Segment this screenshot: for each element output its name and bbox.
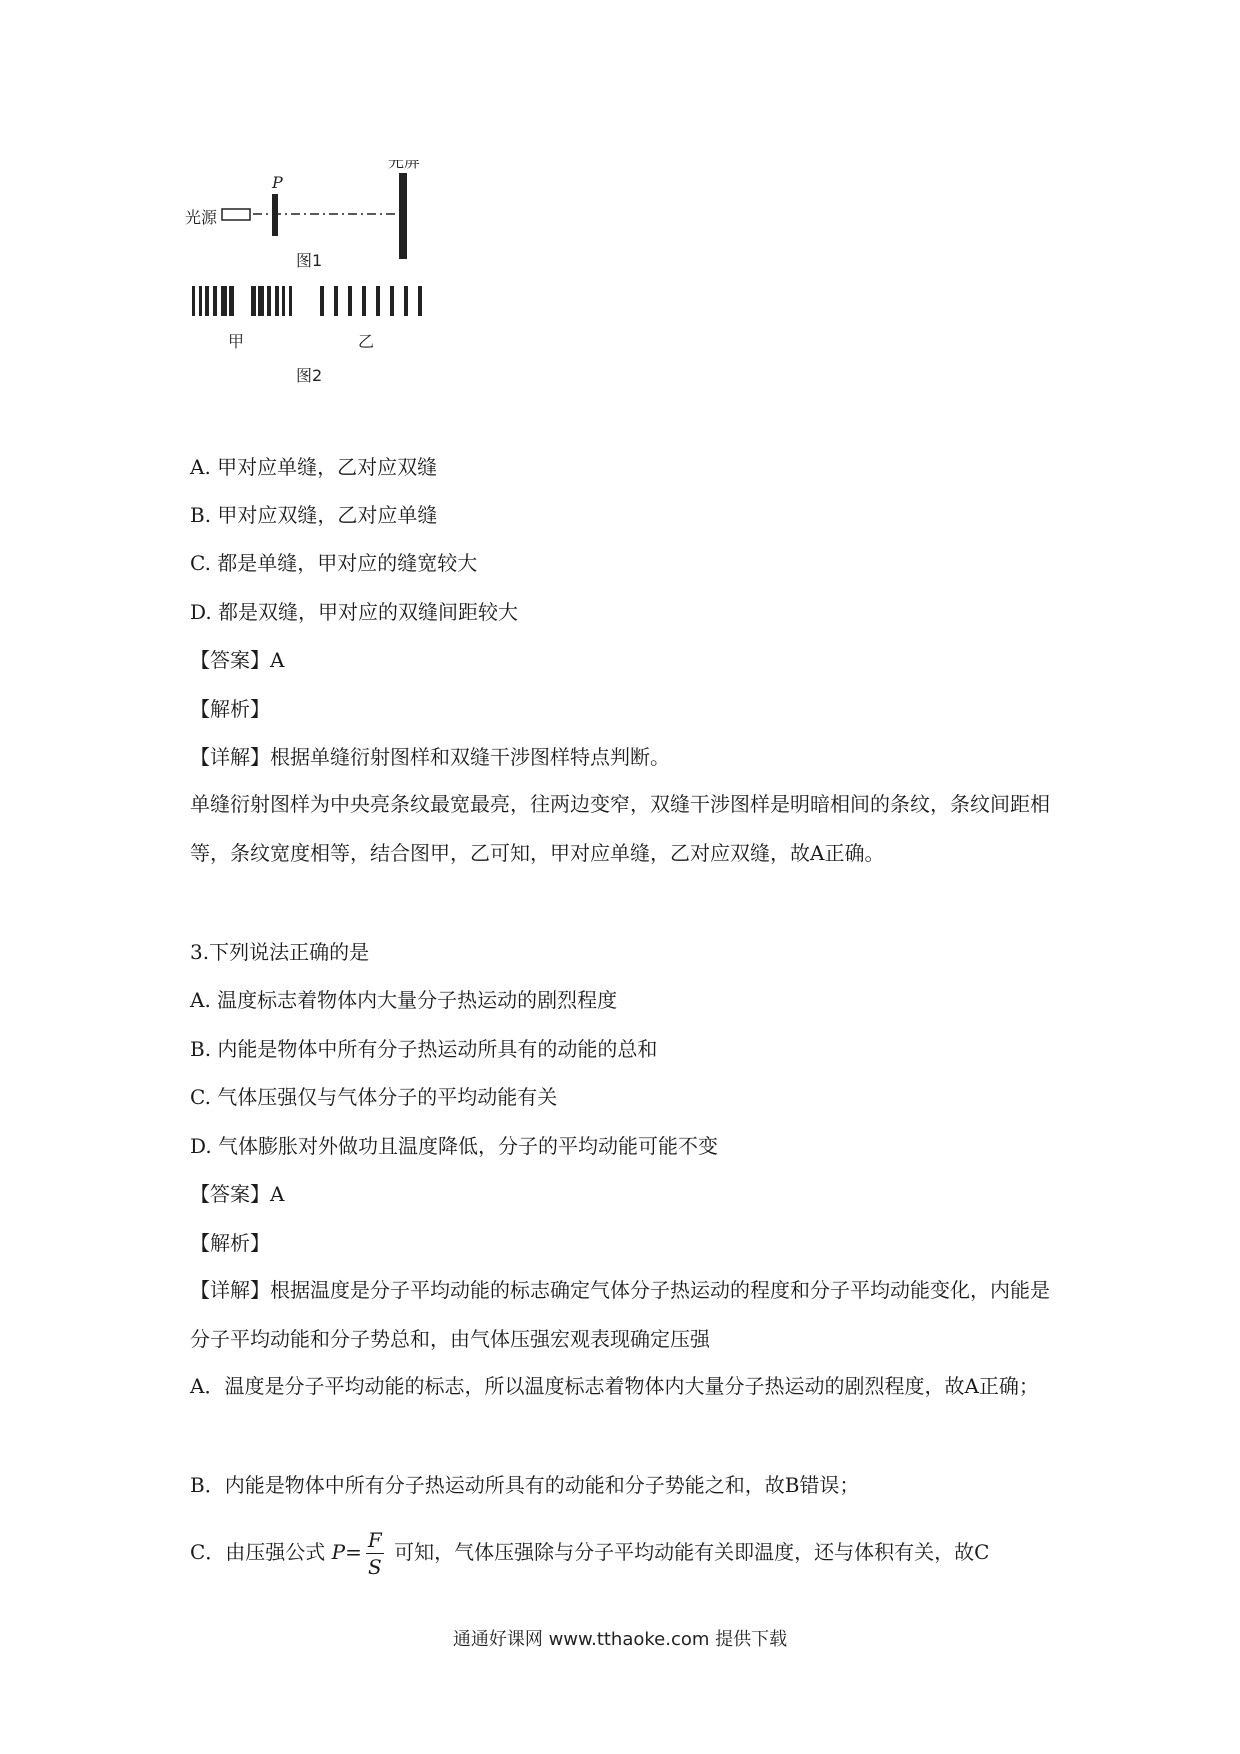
q2-analysis-heading: 【解析】 [190, 697, 270, 721]
figure2-caption: 图2 [296, 366, 323, 385]
q3-explain-c-suffix: 可知，气体压强除与分子平均动能有关即温度，还与体积有关，故C [394, 1540, 990, 1564]
fraction-denominator: S [368, 1555, 382, 1579]
slit-plate-p [272, 194, 278, 236]
pattern-yi [320, 286, 422, 316]
q3-stem: 3.下列说法正确的是 [190, 940, 370, 964]
q3-analysis-heading: 【解析】 [190, 1231, 270, 1255]
pattern-yi-label: 乙 [358, 332, 375, 351]
q3-option-d: D. 气体膨胀对外做功且温度降低，分子的平均动能可能不变 [190, 1134, 719, 1158]
q3-option-c: C. 气体压强仅与气体分子的平均动能有关 [190, 1085, 558, 1109]
formula-lhs: P [331, 1540, 346, 1564]
q3-explain-c-prefix: C．由压强公式 [190, 1540, 326, 1564]
q2-explanation: 单缝衍射图样为中央亮条纹最宽最亮，往两边变窄，双缝干涉图样是明暗相间的条纹，条纹间距相等，条纹宽度相等，结合图甲，乙可知，甲对应单缝，乙对应双缝，故A正确。 [190, 792, 1050, 865]
q2-option-b: B. 甲对应双缝，乙对应单缝 [190, 503, 438, 527]
pattern-jia-label: 甲 [228, 332, 245, 351]
q2-detail: 【详解】根据单缝衍射图样和双缝干涉图样特点判断。 [190, 745, 670, 769]
light-source-box [222, 209, 250, 220]
fraction-numerator: F [367, 1528, 382, 1552]
figure1-caption: 图1 [296, 251, 323, 270]
q2-option-d: D. 都是双缝，甲对应的双缝间距较大 [190, 600, 519, 624]
q2-answer: 【答案】A [190, 648, 285, 672]
q3-option-b: B. 内能是物体中所有分子热运动所具有的动能的总和 [190, 1037, 658, 1061]
q3-explain-a: A．温度是分子平均动能的标志，所以温度标志着物体内大量分子热运动的剧烈程度，故A正确； [190, 1374, 1039, 1398]
q3-option-a: A. 温度标志着物体内大量分子热运动的剧烈程度 [190, 988, 618, 1012]
experiment-figures [185, 160, 505, 440]
p-label: P [272, 173, 283, 192]
pattern-jia [192, 286, 292, 316]
q3-detail: 【详解】根据温度是分子平均动能的标志确定气体分子热运动的程度和分子平均动能变化，内能是分子平均动能和分子势总和，由气体压强宏观表现确定压强 [190, 1278, 1050, 1351]
q2-option-c: C. 都是单缝，甲对应的缝宽较大 [190, 551, 478, 575]
formula-equals: = [345, 1540, 362, 1564]
figure-block [185, 160, 505, 440]
screen-label: 光屏 [388, 160, 421, 171]
pressure-fraction [366, 1530, 384, 1577]
page-footer: 通通好课网 www.tthaoke.com 提供下载 [452, 1629, 788, 1650]
q3-explain-b: B．内能是物体中所有分子热运动所具有的动能和分子势能之和，故B错误； [190, 1473, 860, 1497]
light-screen [399, 173, 407, 259]
light-source-label: 光源 [185, 208, 218, 227]
q3-answer: 【答案】A [190, 1182, 285, 1206]
q2-option-a: A. 甲对应单缝，乙对应双缝 [190, 455, 438, 479]
q3-explain-c [190, 1522, 989, 1582]
